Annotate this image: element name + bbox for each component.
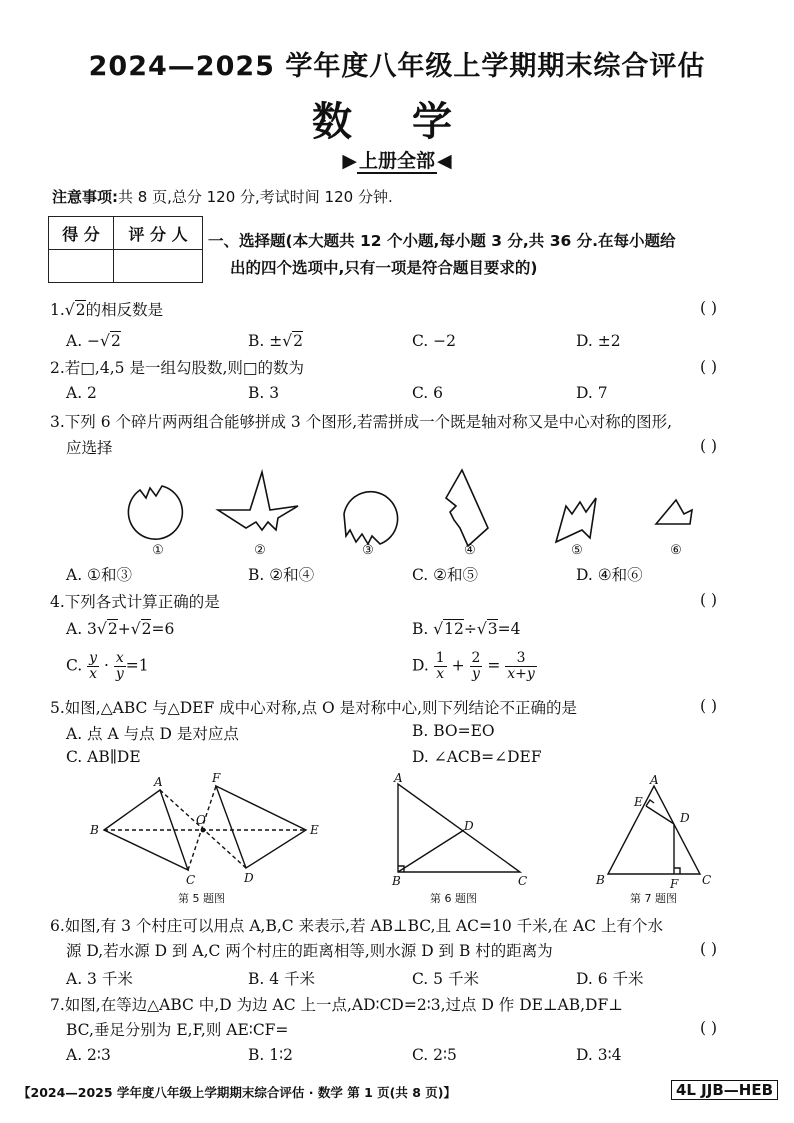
q2-option-d[interactable]: D. 7 [576,384,608,402]
q7-option-c[interactable]: C. 2∶5 [412,1046,457,1064]
fig7-label-e: E [634,795,643,809]
q7-stem-line2: BC,垂足分别为 E,F,则 AE∶CF= [66,1021,289,1039]
q2-answer-paren[interactable]: ( ) [700,358,718,376]
fig6-caption: 第 6 题图 [430,892,477,905]
q3-stem-line2: 应选择 [66,439,113,457]
q3-stem-line1: 3.下列 6 个碎片两两组合能够拼成 3 个图形,若需拼成一个既是轴对称又是中心对称的图形, [50,413,673,431]
q4-answer-paren[interactable]: ( ) [700,591,718,609]
q4-option-d[interactable]: D. $\frac{1}{x}$ + $\frac{2}{y}$ = $\frac{3}{x+y}$ [412,650,535,682]
piece-5-label: ⑤ [571,543,583,558]
q7-option-d[interactable]: D. 3∶4 [576,1046,622,1064]
fig7-right-angle-f [674,868,680,874]
fig6-segment-bd [398,830,464,872]
fig5-label-f: F [212,772,221,785]
q6-stem-line2: 源 D,若水源 D 到 A,C 两个村庄的距离相等,则水源 D 到 B 村的距离为 [66,942,553,960]
q4-option-a[interactable]: A. 3√2+√2=6 [66,620,175,638]
fig6-label-a: A [394,772,403,785]
frac-2-over-y: $\frac{2}{y}$ [471,650,481,682]
fig7-label-b: B [596,873,605,887]
q6-answer-paren[interactable]: ( ) [700,940,718,958]
piece-3-label: ③ [362,543,374,558]
fig5-label-e: E [310,823,319,837]
piece-3-shape [344,492,398,544]
fig7-right-angle-e [646,800,654,806]
fig6-label-d: D [464,819,474,833]
footer-text: 【2024—2025 学年度八年级上学期期末综合评估 · 数学 第 1 页(共 8 页)】 [18,1085,456,1100]
q5-answer-paren[interactable]: ( ) [700,697,718,715]
q5-option-c[interactable]: C. AB∥DE [66,748,141,766]
q5-stem: 5.如图,△ABC 与△DEF 成中心对称,点 O 是对称中心,则下列结论不正确的是 [50,699,578,717]
fig7-label-a: A [650,773,659,787]
piece-2-label: ② [254,543,266,558]
page-footer [18,1083,778,1101]
piece-2-shape [218,472,298,530]
section-1-line2: 出的四个选项中,只有一项是符合题目要求的) [230,259,538,277]
fig7-label-c: C [702,873,712,887]
q6-option-b[interactable]: B. 4 千米 [248,970,316,988]
q4-option-b[interactable]: B. √12÷√3=4 [412,620,521,638]
q3-option-c[interactable]: C. ②和⑤ [412,566,479,584]
paper-code: 4L JJB—HEB [671,1080,778,1100]
grader-cell[interactable] [114,250,203,283]
subject-title: 数学 [312,98,512,145]
section-1-line1: 一、选择题(本大题共 12 个小题,每小题 3 分,共 36 分.在每小题给 [208,232,676,250]
fig5-triangle-def [216,786,306,868]
piece-4-label: ④ [464,543,476,558]
frac-y-over-x: $\frac{y}{x}$ [89,650,98,682]
q7-stem-line1: 7.如图,在等边△ABC 中,D 为边 AC 上一点,AD∶CD=2∶3,过点 D 作 DE⊥AB,DF⊥ [50,996,623,1014]
scope-label: ▶ 上册全部 ◀ [342,150,452,172]
figure-7 [590,772,720,908]
fig5-caption: 第 5 题图 [178,892,225,905]
fig7-label-f: F [670,877,679,891]
fig5-label-c: C [186,873,196,887]
q7-option-b[interactable]: B. 1∶2 [248,1046,294,1064]
q2-option-b[interactable]: B. 3 [248,384,280,402]
fig5-label-b: B [90,823,99,837]
fig5-label-d: D [244,871,254,885]
q4-stem: 4.下列各式计算正确的是 [50,593,220,611]
q1-option-b[interactable]: B. ±√2 [248,332,303,350]
score-table [48,216,203,283]
q7-answer-paren[interactable]: ( ) [700,1019,718,1037]
q6-option-a[interactable]: A. 3 千米 [66,970,133,988]
q1-stem: 1.√2的相反数是 [50,301,164,319]
q2-stem: 2.若□,4,5 是一组勾股数,则□的数为 [50,359,305,377]
q6-stem-line1: 6.如图,有 3 个村庄可以用点 A,B,C 来表示,若 AB⊥BC,且 AC=10 千米,在 AC 上有个水 [50,917,663,935]
fig7-triangle-abc [608,786,700,874]
q2-option-a[interactable]: A. 2 [66,384,97,402]
q1-option-d[interactable]: D. ±2 [576,332,621,350]
fig7-label-d: D [680,811,690,825]
q2-option-c[interactable]: C. 6 [412,384,444,402]
piece-1-shape [128,486,182,539]
notice-label: 注意事项: [52,188,118,206]
q3-option-d[interactable]: D. ④和⑥ [576,566,643,584]
q7-option-a[interactable]: A. 2∶3 [66,1046,111,1064]
q4-option-c[interactable]: C. $\frac{y}{x}$ · $\frac{x}{y}$ =1 [66,650,149,682]
figure-5 [88,772,328,908]
frac-1-over-x: $\frac{1}{x}$ [435,650,445,682]
piece-5-shape [556,498,596,542]
q6-option-c[interactable]: C. 5 千米 [412,970,479,988]
frac-x-over-y: $\frac{x}{y}$ [115,650,124,682]
section-1-heading [208,228,748,282]
fig6-label-c: C [518,874,528,888]
score-cell[interactable] [49,250,114,283]
piece-6-label: ⑥ [670,543,682,558]
fig7-caption: 第 7 题图 [630,892,677,905]
score-header: 得 分 [49,217,114,250]
exam-title: 2024—2025 学年度八年级上学期期末综合评估 [88,51,706,82]
q3-option-a[interactable]: A. ①和③ [66,566,132,584]
piece-1-label: ① [152,543,164,558]
q3-pieces-figure [110,462,710,562]
q3-option-b[interactable]: B. ②和④ [248,566,315,584]
frac-3-over-xy: $\frac{3}{x+y}$ [507,650,535,682]
grader-header: 评 分 人 [114,217,203,250]
fig5-label-o: O [196,813,206,827]
piece-4-shape [446,470,488,546]
q5-option-d[interactable]: D. ∠ACB=∠DEF [412,748,542,766]
scope-text: 上册全部 [358,150,435,172]
q5-option-b[interactable]: B. BO=EO [412,722,495,740]
fig6-triangle-abc [398,784,520,872]
fig5-label-a: A [154,775,163,789]
fig6-label-b: B [392,874,401,888]
q1-option-a[interactable]: A. −√2 [66,332,121,350]
figure-6 [388,772,538,908]
q1-answer-paren[interactable]: ( ) [700,299,718,317]
q5-option-a[interactable]: A. 点 A 与点 D 是对应点 [66,725,239,743]
notice-text: 共 8 页,总分 120 分,考试时间 120 分钟. [118,188,393,206]
q1-option-c[interactable]: C. −2 [412,332,457,350]
piece-6-shape [656,500,692,524]
fig5-point-o [201,828,206,833]
notice [52,186,393,207]
q6-option-d[interactable]: D. 6 千米 [576,970,644,988]
q3-answer-paren[interactable]: ( ) [700,437,718,455]
